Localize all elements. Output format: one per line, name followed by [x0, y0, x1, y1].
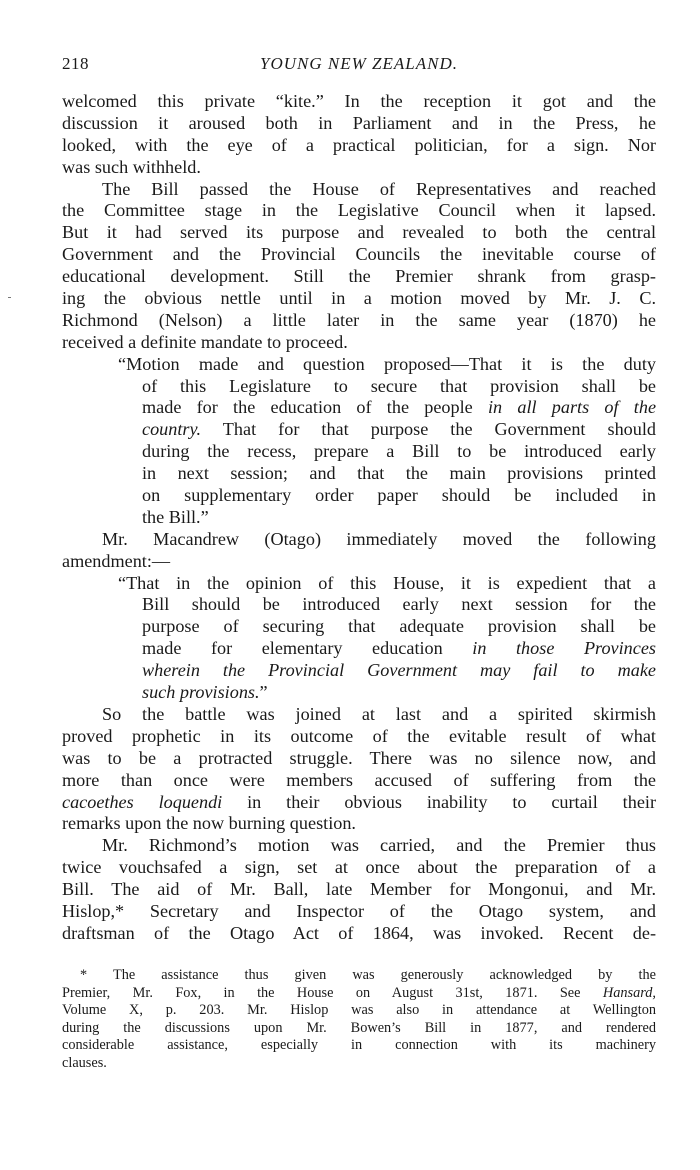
- footnote-line: during the discussions upon Mr. Bowen’s Bill in 1877, and rendered: [62, 1019, 656, 1036]
- body-text: [62, 91, 656, 945]
- text-line: Mr. Richmond’s motion was carried, and the Premier thus: [102, 835, 656, 856]
- text-line: more than once were members accused of suffering from the: [62, 769, 656, 790]
- quote-line: “That in the opinion of this House, it is expedient that a: [118, 572, 656, 593]
- footnote-line: clauses.: [62, 1054, 107, 1071]
- quote-line: country. That for that purpose the Government should: [142, 419, 656, 440]
- quote-line: in next session; and that the main provisions printed: [142, 463, 656, 484]
- text-line: So the battle was joined at last and a spirited skirmish: [102, 703, 656, 724]
- text-line: ing the obvious nettle until in a motion moved by Mr. J. C.: [62, 288, 656, 309]
- text-line: discussion it aroused both in Parliament and in the Press, he: [62, 112, 656, 133]
- quote-line: made for the education of the people in all parts of the: [142, 397, 657, 418]
- text-line: was to be a protracted struggle. There was no silence now, and: [62, 747, 656, 768]
- quote-line: the Bill.”: [142, 506, 209, 527]
- text-line: Government and the Provincial Councils the inevitable course of: [62, 244, 656, 265]
- text-line: Bill. The aid of Mr. Ball, late Member for Mongonui, and Mr.: [62, 879, 656, 900]
- text-line: Hislop,* Secretary and Inspector of the Otago system, and: [62, 900, 656, 921]
- footnote: [62, 967, 656, 1073]
- text-line: proved prophetic in its outcome of the evitable result of what: [62, 725, 656, 746]
- quote-line: purpose of securing that adequate provision shall be: [142, 616, 656, 637]
- footnote-line: Volume X, p. 203. Mr. Hislop was also in attendance at Wellington: [62, 1002, 656, 1019]
- text-line: The Bill passed the House of Representatives and reached: [102, 178, 656, 199]
- text-line: Mr. Macandrew (Otago) immediately moved the following: [102, 528, 656, 549]
- quote-line: such provisions.”: [142, 682, 268, 703]
- text-line: draftsman of the Otago Act of 1864, was invoked. Recent de-: [62, 922, 656, 943]
- footnote-line: * The assistance thus given was generously acknowledged by the: [80, 967, 656, 983]
- text-line: But it had served its purpose and revealed to both the central: [62, 222, 656, 243]
- running-title: YOUNG NEW ZEALAND.: [260, 54, 458, 73]
- text-line: Richmond (Nelson) a little later in the same year (1870) he: [62, 309, 656, 330]
- text-line: remarks upon the now burning question.: [62, 813, 356, 834]
- footnote-line: Premier, Mr. Fox, in the House on August 31st, 1871. See Hansard,: [62, 984, 656, 1001]
- text-line: looked, with the eye of a practical politician, for a sign. Nor: [62, 134, 656, 155]
- margin-mark: [8, 297, 11, 298]
- quote-line: wherein the Provincial Government may fail to make: [142, 660, 656, 681]
- text-line: educational development. Still the Premier shrank from grasp-: [62, 266, 656, 287]
- quote-line: Bill should be introduced early next session for the: [142, 594, 656, 615]
- quote-line: “Motion made and question proposed—That it is the duty: [118, 353, 656, 374]
- page-header: [62, 54, 656, 80]
- quote-line: made for elementary education in those Provinces: [142, 638, 656, 659]
- text-line: twice vouchsafed a sign, set at once about the preparation of a: [62, 857, 656, 878]
- text-line: amendment:—: [62, 550, 171, 571]
- text-line: received a definite mandate to proceed.: [62, 331, 348, 352]
- text-line: cacoethes loquendi in their obvious inability to curtail their: [62, 791, 656, 812]
- text-line: was such withheld.: [62, 156, 201, 177]
- footnote-line: considerable assistance, especially in connection with its machinery: [62, 1037, 656, 1054]
- quote-line: on supplementary order paper should be included in: [142, 485, 656, 506]
- quote-line: of this Legislature to secure that provision shall be: [142, 375, 656, 396]
- quote-line: during the recess, prepare a Bill to be introduced early: [142, 441, 656, 462]
- page-number: 218: [62, 54, 89, 73]
- text-line: welcomed this private “kite.” In the reception it got and the: [62, 91, 656, 111]
- text-line: the Committee stage in the Legislative Council when it lapsed.: [62, 200, 656, 221]
